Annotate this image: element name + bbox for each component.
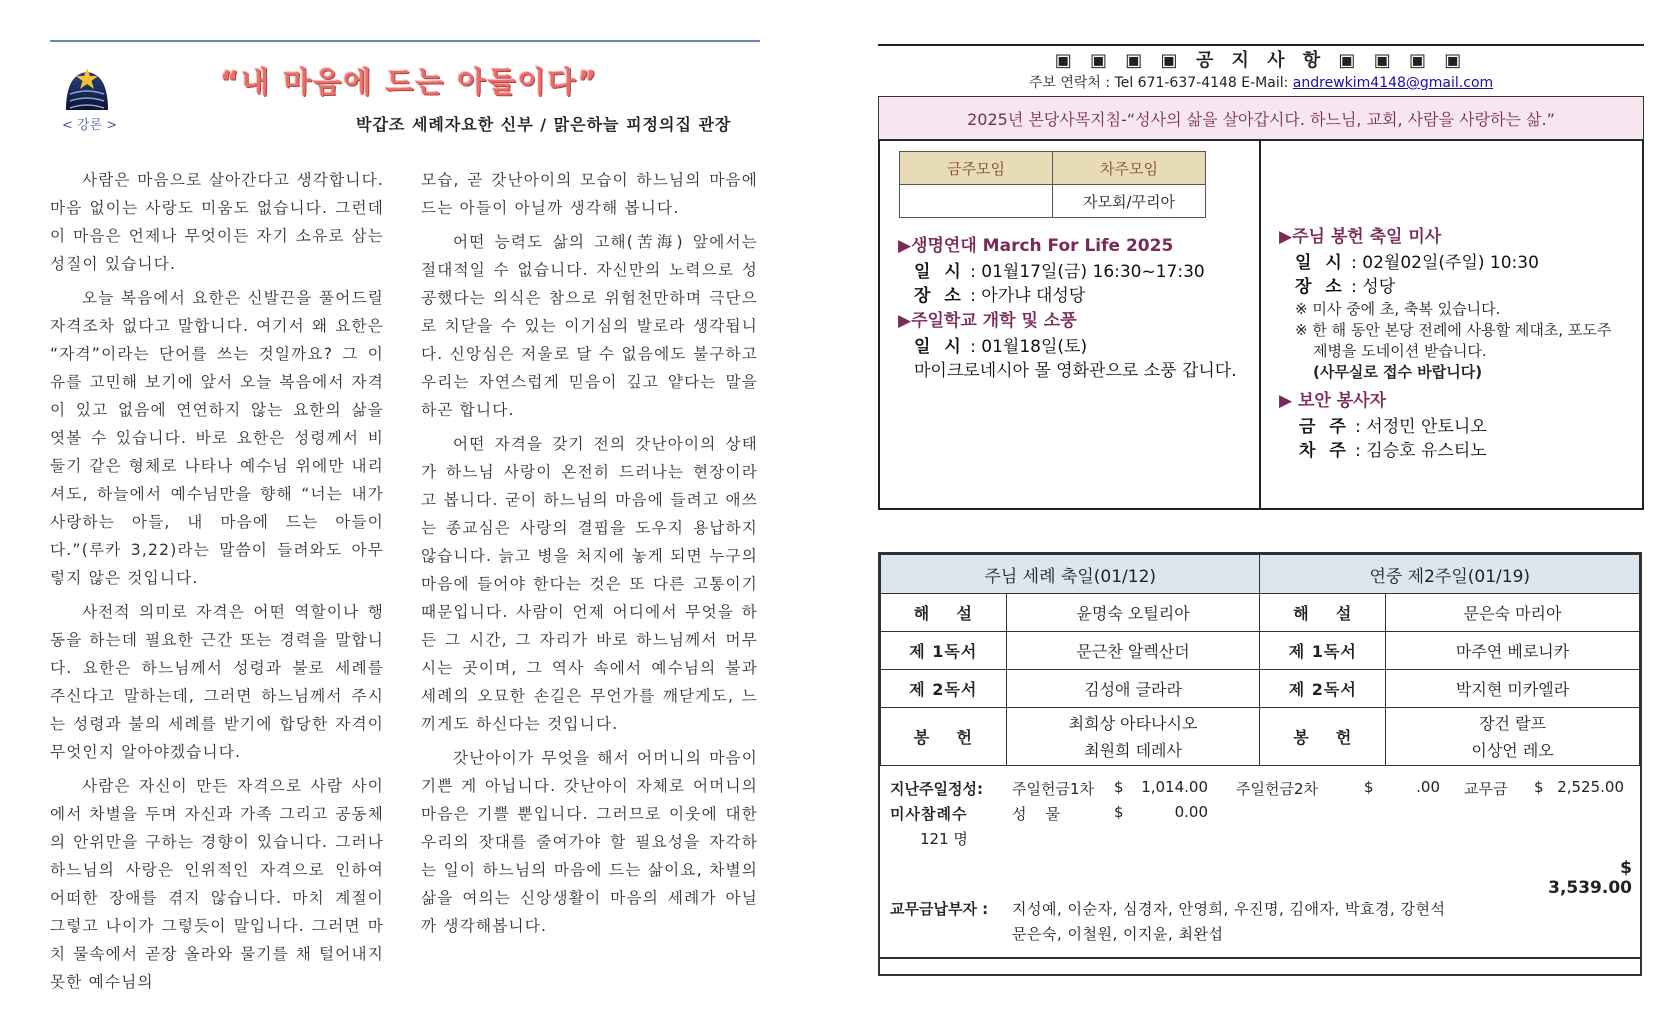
role-value: 마주연 베로니카 — [1386, 632, 1640, 670]
collection1-currency: $ — [1114, 778, 1124, 796]
collection2-currency: $ — [1364, 778, 1374, 796]
presentation-heading: ▶주님 봉헌 축일 미사 — [1279, 227, 1442, 247]
dues-currency: $ — [1534, 778, 1544, 796]
contact-line — [878, 72, 1644, 92]
role-value: 문근찬 알렉산더 — [1006, 632, 1260, 670]
paragraph: 어떤 자격을 갖기 전의 갓난아이의 상태가 하느님 사랑이 온전히 드러나는 현장이라고 봅니다. 굳이 하느님의 마음에 들려고 애쓰는 종교심은 사랑의 결핍을 도우지 용납하지 않습니다. 늙고 병을 처지에 놓게 되면 누구의 마음에 들어야 한다는 것은 또 다른 고통이기 때문입니다. 사람이 언제 어디에서 무엇을 하든 그 시간, 그 자리가 바로 하느님께서 머무시는 곳이며, 그 역사 속에서 예수님의 불과 세례의 오묘한 손길은 무언가를 깨닫게도, 느끼게도 하신다는 것입니다. — [421, 435, 758, 733]
next-week-meeting: 자모회/꾸리아 — [1053, 185, 1206, 218]
next-week-meeting-header: 차주모임 — [1053, 152, 1206, 185]
offering-label: 지난주일정성: — [890, 780, 983, 798]
role-value: 문은숙 마리아 — [1386, 594, 1640, 632]
march-heading: ▶생명연대 March For Life 2025 — [898, 236, 1174, 256]
presentation-note: ※ 한 해 동안 본당 전례에 사용할 제대초, 포도주 — [1295, 321, 1612, 339]
role-value: 장건 랄프 — [1479, 713, 1546, 733]
role-label: 봉 헌 — [881, 708, 1007, 766]
this-week-meeting — [900, 185, 1053, 218]
offering-total: $ 3,539.00 — [1548, 858, 1632, 898]
place-key: 장 소 — [914, 286, 965, 306]
presentation-note: ※ 미사 중에 초, 축복 있습니다. — [1295, 300, 1501, 318]
role-label: 제 1독서 — [881, 632, 1007, 670]
date-key: 일 시 — [1295, 253, 1346, 273]
homily-title: “내 마음에 드는 아들이다” — [220, 65, 599, 99]
liturgy-schedule — [878, 552, 1642, 976]
collection1-label: 주일헌금1차 — [1012, 780, 1094, 798]
homily-column-2 — [421, 166, 758, 946]
contact-text: 주보 연락처 : Tel 671-637-4148 E-Mail: — [1028, 75, 1293, 91]
role-label: 제 1독서 — [1260, 632, 1386, 670]
collection2-label: 주일헌금2차 — [1236, 780, 1318, 798]
march-date: : 01월17일(금) 16:30~17:30 — [970, 262, 1205, 282]
email-link[interactable]: andrewkim4148@gmail.com — [1292, 75, 1494, 91]
security-heading: ▶ 보안 봉사자 — [1279, 391, 1387, 411]
this-week-meeting-header: 금주모임 — [900, 152, 1053, 185]
this-week-volunteer: : 서정민 안토니오 — [1355, 417, 1487, 437]
paragraph: 사람은 자신이 만든 자격으로 사람 사이에서 차별을 두며 자신과 가족 그리고 공동체의 안위만을 구하는 경향이 있습니다. 그러나 하느님의 사랑은 인위적인 자격으로 인하여 어떠한 장애를 겪지 않습니다. 마치 계절이 그렇고 나이가 그렇듯이 말입니다. 그러면 마치 물속에서 곧장 올라와 물기를 채 털어내지 못한 예수님의 — [50, 777, 384, 991]
presentation-mass — [1279, 222, 1644, 383]
table-row — [881, 708, 1640, 766]
paragraph: 사전적 의미로 자격은 어떤 역할이나 행동을 하는데 필요한 근간 또는 경력을 말합니다. 요한은 하느님께서 성령과 불로 세례를 주신다고 말하는데, 그러면 하느님께서 주시는 성령과 불의 세례를 받기에 합당한 자격이 무엇인지 알아야겠습니다. — [50, 603, 384, 761]
paragraph: 모습, 곧 갓난아이의 모습이 하느님의 마음에 드는 아들이 아닐까 생각해 봅니다. — [421, 171, 758, 217]
donors-list: 지성예, 이순자, 심경자, 안영희, 우진명, 김애자, 박효경, 강현석 — [1012, 900, 1446, 918]
offering-section — [880, 766, 1640, 974]
sunday-school-date: : 01월18일(토) — [970, 337, 1088, 357]
place-key: 장 소 — [1295, 277, 1346, 297]
dues-label: 교무금 — [1464, 780, 1508, 798]
paragraph: 오늘 복음에서 요한은 신발끈을 풀어드릴 자격조차 없다고 말합니다. 여기서 왜 요한은 “자격”이라는 단어를 쓰는 것일까요? 그 이유를 고민해 보기에 앞서 오늘 복음에서 자격이 있고 없음에 연연하지 않는 요한의 삶을 엿볼 수 있습니다. 바로 요한은 성령께서 비둘기 같은 형체로 나타나 예수님 위에만 내리셔도, 하늘에서 예수님만을 향해 “너는 내가 사랑하는 아들, 내 마음에 드는 아들이다.”(루카 3,22)라는 말씀이 들려와도 아무렇지 않은 것입니다. — [50, 289, 384, 587]
dues-amount: 2,525.00 — [1557, 778, 1624, 796]
presentation-date: : 02월02일(주일) 10:30 — [1351, 253, 1539, 273]
star-logo-icon — [62, 64, 112, 114]
paragraph: 사람은 마음으로 살아간다고 생각합니다. 마음 없이는 사랑도 미움도 없습니다. 그런데 이 마음은 언제나 무엇이든 자기 소유로 삼는 성질이 있습니다. — [50, 171, 384, 273]
role-value: 김성애 글라라 — [1006, 670, 1260, 708]
presentation-place: : 성당 — [1351, 277, 1396, 297]
next-week-key: 차 주 — [1299, 441, 1350, 461]
top-rule — [50, 40, 760, 42]
pastoral-motto: 2025년 본당사목지침-“성사의 삶을 살아갑시다. 하느님, 교회, 사람을 사랑하는 삶.” — [967, 110, 1555, 129]
donors-label: 교무금납부자 : — [890, 900, 989, 918]
march-place: : 아가냐 대성당 — [970, 286, 1086, 306]
sunday-school — [898, 306, 1268, 383]
collection2-amount: .00 — [1416, 778, 1440, 796]
attendance-count: 121 명 — [920, 830, 968, 848]
presentation-note: (사무실로 접수 바랍니다) — [1313, 363, 1483, 381]
goods-amount: 0.00 — [1174, 803, 1208, 821]
role-value: 최원희 데레사 — [1084, 740, 1182, 760]
role-value: 윤명숙 오틸리아 — [1006, 594, 1260, 632]
this-week-key: 금 주 — [1299, 417, 1350, 437]
table-row — [881, 670, 1640, 708]
date-key: 일 시 — [914, 337, 965, 357]
role-value: 이상언 레오 — [1471, 740, 1554, 760]
homily-label: < 강론 > — [62, 118, 118, 133]
role-label: 해 설 — [1260, 594, 1386, 632]
next-week-volunteer: : 김승호 유스티노 — [1355, 441, 1487, 461]
paragraph: 갓난아이가 무엇을 해서 어머니의 마음이 기쁜 게 아닙니다. 갓난아이 자체로 어머니의 마음은 기쁠 뿐입니다. 그러므로 이웃에 대한 우리의 잣대를 줄여가야 할 필요성을 자각하는 일이 하느님의 마음에 드는 삶이요, 차별의 삶을 여의는 신앙생활이 마음의 세례가 아닐까 생각해봅니다. — [421, 749, 758, 935]
role-value: 박지현 미카엘라 — [1386, 670, 1640, 708]
role-label: 제 2독서 — [881, 670, 1007, 708]
role-label: 해 설 — [881, 594, 1007, 632]
attendance-label: 미사참례수 — [890, 805, 968, 823]
presentation-note: 제병을 도네이션 받습니다. — [1313, 342, 1487, 360]
roles-table — [880, 554, 1640, 766]
goods-label: 성 물 — [1012, 805, 1061, 823]
table-row — [881, 594, 1640, 632]
march-for-life — [898, 231, 1258, 308]
notice-title: ▣ ▣ ▣ ▣ 공 지 사 항 ▣ ▣ ▣ ▣ — [1054, 50, 1468, 71]
week2-header: 연중 제2주일(01/19) — [1260, 555, 1640, 594]
paragraph: 어떤 능력도 삶의 고해(苦海) 앞에서는 절대적일 수 없습니다. 자신만의 노력으로 성공했다는 의식은 참으로 위험천만하며 극단으로 치닫을 수 있는 이기심의 발로라 생각됩니다. 신앙심은 저울로 달 수 없음에도 불구하고 우리는 자연스럽게 믿음이 깊고 얕다는 말을 하곤 합니다. — [421, 233, 758, 419]
role-label: 봉 헌 — [1260, 708, 1386, 766]
bottom-rule — [878, 957, 1642, 959]
homily-author: 박갑조 세례자요한 신부 / 맑은하늘 피정의집 관장 — [356, 115, 732, 134]
date-key: 일 시 — [914, 262, 965, 282]
week1-header: 주님 세례 축일(01/12) — [881, 555, 1260, 594]
table-row — [881, 632, 1640, 670]
sunday-school-heading: ▶주일학교 개학 및 소풍 — [898, 311, 1077, 331]
sunday-school-place: 마이크로네시아 몰 영화관으로 소풍 갑니다. — [914, 361, 1237, 381]
goods-currency: $ — [1114, 803, 1124, 821]
meetings-table — [899, 151, 1206, 218]
donors-list: 문은숙, 이철원, 이지윤, 최완섭 — [1012, 925, 1224, 943]
security-volunteers — [1279, 386, 1639, 463]
role-label: 제 2독서 — [1260, 670, 1386, 708]
role-value: 최희상 아타나시오 — [1068, 713, 1198, 733]
homily-column-1 — [50, 166, 384, 1002]
collection1-amount: 1,014.00 — [1141, 778, 1208, 796]
